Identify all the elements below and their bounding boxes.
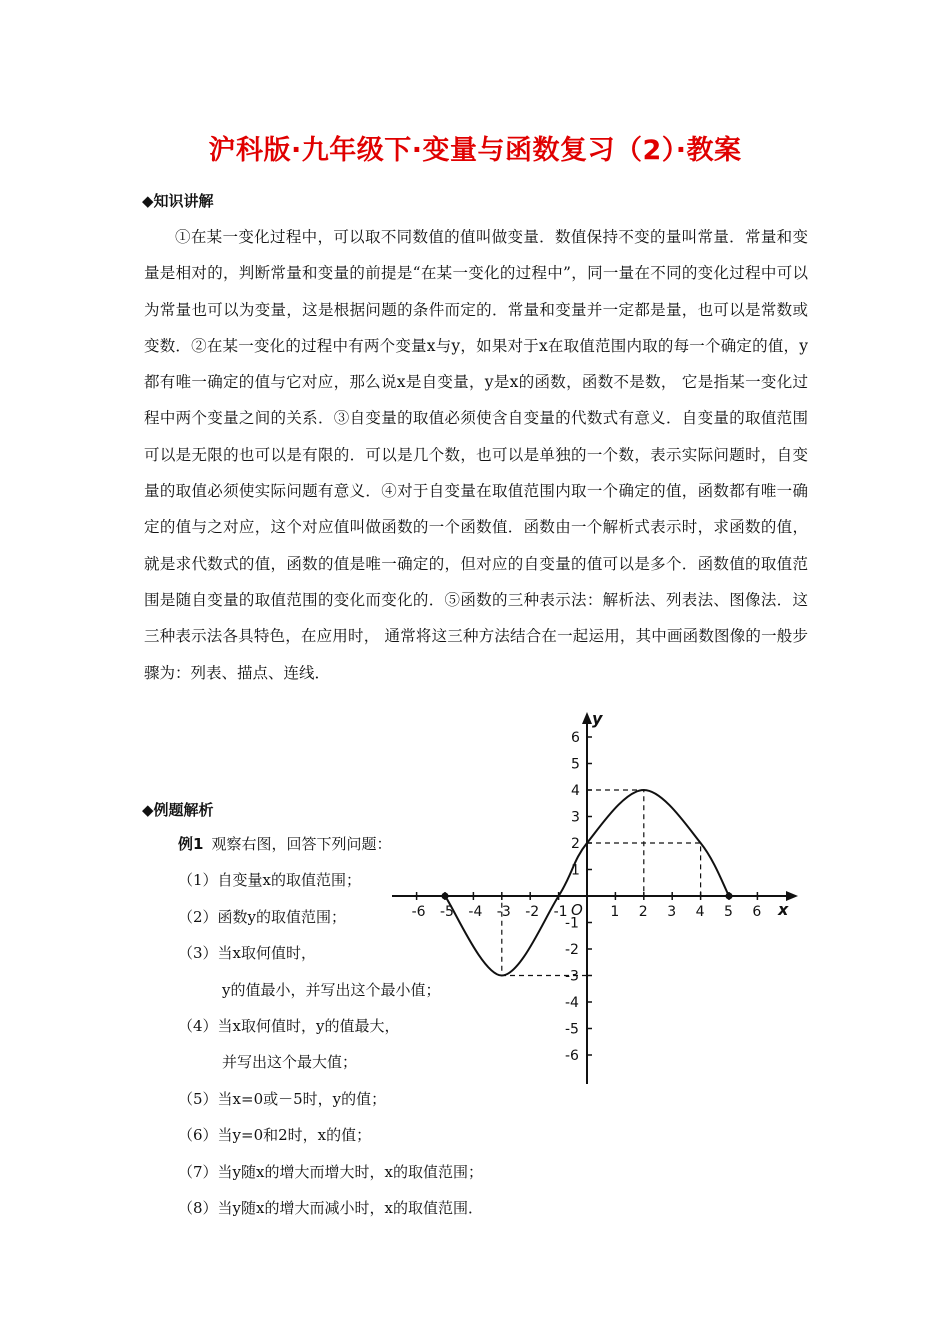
y-tick-label: -1 — [565, 915, 579, 932]
x-tick-label: -1 — [553, 904, 568, 920]
question-item: （3）当x取何值时， — [178, 944, 317, 963]
origin-label: O — [571, 901, 583, 919]
x-tick-label: -5 — [440, 904, 454, 920]
section-heading-knowledge: ◆知识讲解 — [142, 192, 214, 210]
endpoint-dot — [442, 893, 449, 900]
question-item: （8）当y随x的增大而减小时，x的取值范围． — [178, 1198, 483, 1217]
x-tick-label: 3 — [667, 904, 677, 920]
y-tick-label: -4 — [565, 995, 579, 1011]
y-tick-label: 1 — [571, 862, 580, 879]
question-item: （5）当x=0或－5时，y的值； — [178, 1089, 387, 1108]
y-axis-label: y — [592, 709, 603, 728]
x-tick-label: -2 — [525, 904, 540, 920]
question-item: 并写出这个最大值； — [222, 1053, 358, 1072]
knowledge-paragraph: ①在某一变化过程中，可以取不同数值的值叫做变量．数值保持不变的量叫常量．常量和变量是相对的，判断常量和变量的前提是“在某一变化的过程中”，同一量在不同的变化过程中可以为常量也可以为变量，这是根据问题的条件而定的．常量和变量并一定都是量，也可以是常数或变数．②在某一变化的过程中有两个变量x与y，如果对于x在取值范围内取的每一个确定的值，y都有唯一确定的值与它对应，那么说x是自变量，y是x的函数，函数不是数， 它是指某一变化过程中两个变量之间的关系．③自变量的取值必须使含自变量的代数式有意义．自变量的取值范围可以是无限的也可以是有限的．可以是几个数，也可以是单独的一个数，表示实际问题时，自变量的取值必须使实际问题有意义．④对于自变量在取值范围内取一个确定的值，函数都有唯一确定的值与之对应，这个对应值叫做函数的一个函数值．函数由一个解析式表示时，求函数的值，就是求代数式的值，函数的值是唯一确定的，但对应的自变量的值可以是多个．函数值的取值范围是随自变量的取值范围的变化而变化的．⑤函数的三种表示法：解析法、列表法、图像法．这三种表示法各具特色，在应用时， 通常将这三种方法结合在一起运用，其中画函数图像的一般步骤为：列表、描点、连线． — [144, 228, 808, 682]
y-tick-label: -6 — [565, 1048, 579, 1064]
y-tick-label: 5 — [571, 756, 580, 773]
question-item: （4）当x取何值时，y的值最大， — [178, 1016, 400, 1035]
y-tick-label: -3 — [565, 968, 579, 985]
example-label: 例1 — [178, 835, 204, 853]
x-tick-label: 4 — [695, 904, 705, 920]
x-axis-label: x — [778, 900, 789, 919]
x-tick-label: 5 — [724, 904, 733, 920]
section-heading-examples: ◆例题解析 — [142, 801, 214, 819]
y-tick-label: 2 — [571, 836, 580, 852]
dashed-guide-lines — [502, 790, 701, 976]
example-text: 观察右图，回答下列问题： — [211, 835, 392, 853]
y-tick-label: 3 — [571, 809, 580, 826]
question-item: （2）函数y的取值范围； — [178, 907, 347, 926]
y-tick-label: -5 — [565, 1021, 579, 1038]
question-item: （7）当y随x的增大而增大时，x的取值范围； — [178, 1162, 483, 1181]
document-title: 沪科版·九年级下·变量与函数复习（2）·教案 — [208, 135, 742, 166]
endpoint-dot — [726, 893, 733, 900]
question-item: （1）自变量x的取值范围； — [178, 871, 362, 890]
x-tick-label: 2 — [638, 904, 648, 920]
y-tick-label: -2 — [565, 942, 579, 958]
function-graph — [370, 700, 810, 1095]
x-tick-label: -4 — [468, 904, 483, 920]
question-item: y的值最小，并写出这个最小值； — [222, 980, 441, 999]
x-tick-label: -3 — [496, 904, 511, 920]
y-axis-arrow-icon — [582, 712, 592, 724]
x-tick-label: 1 — [610, 904, 620, 920]
y-tick-label: 4 — [571, 783, 580, 799]
x-tick-label: 6 — [752, 904, 762, 920]
question-item: （6）当y=0和2时，x的值； — [178, 1126, 372, 1145]
x-tick-label: -6 — [411, 904, 426, 920]
y-tick-label: 6 — [571, 730, 580, 746]
